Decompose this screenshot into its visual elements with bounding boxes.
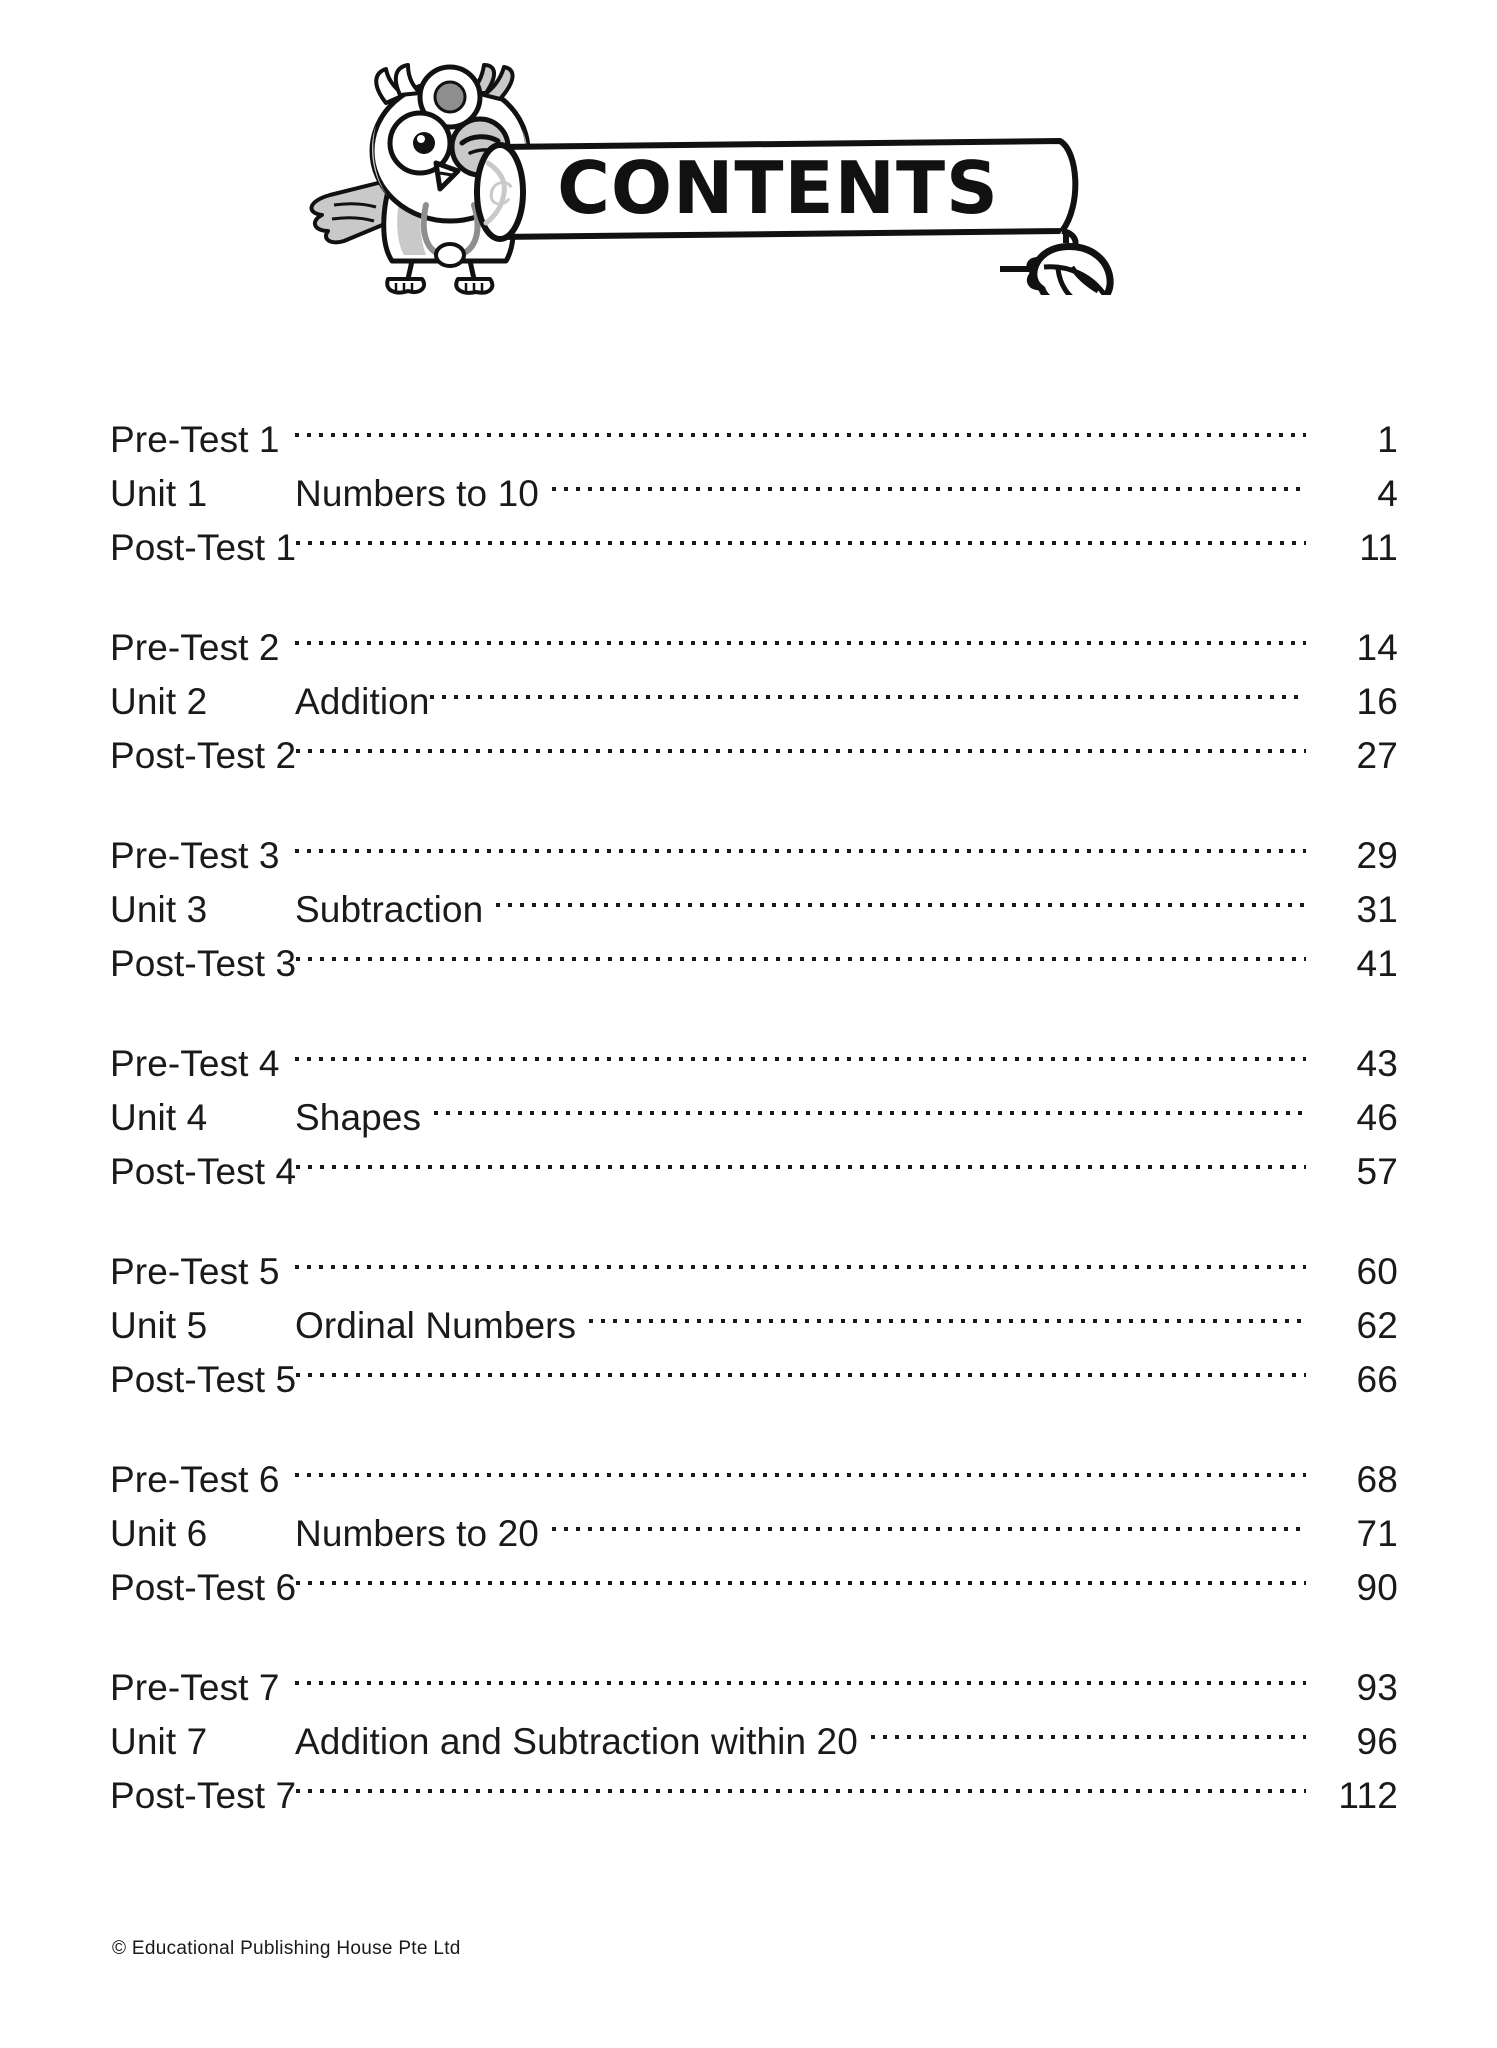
toc-row-label: Pre-Test 5 [110,1251,280,1292]
dot-leader [296,1338,1306,1392]
dot-leader [296,714,1306,768]
toc-row-title: Numbers to 20 [295,1513,539,1554]
toc-row-page: 66 [1356,1359,1398,1400]
toc-row-page: 11 [1359,527,1398,568]
toc-row-label: Unit 7 [110,1721,208,1762]
toc-row-page: 31 [1356,889,1398,930]
toc-row-label: Post-Test 4 [110,1151,297,1192]
toc-group [110,1646,1398,1816]
toc-row-label: Unit 5 [110,1305,208,1346]
toc-row-title: Shapes [295,1097,422,1138]
toc-row[interactable] [110,1284,1398,1346]
toc-row[interactable] [110,1492,1398,1554]
toc-row-page: 27 [1356,735,1398,776]
toc-row-page: 68 [1356,1459,1398,1500]
toc-row-label: Unit 2 [110,681,208,722]
toc-row-label: Post-Test 3 [110,943,297,984]
toc-row[interactable] [110,1700,1398,1762]
toc-row-label: Pre-Test 3 [110,835,280,876]
toc-row[interactable] [110,606,1398,668]
toc-row[interactable] [110,714,1398,776]
toc-row-title: Ordinal Numbers [295,1305,577,1346]
toc-row[interactable] [110,814,1398,876]
copyright-icon: © [112,1938,127,1959]
dot-leader [430,660,1306,714]
toc-row-label: Pre-Test 2 [110,627,280,668]
toc-row-page: 14 [1356,627,1398,668]
toc-row-label: Post-Test 2 [110,735,297,776]
toc-row-page: 29 [1356,835,1398,876]
dot-leader [296,1546,1306,1600]
toc-row-page: 57 [1356,1151,1398,1192]
toc-group [110,1438,1398,1608]
dot-leader [295,1646,1306,1700]
toc-row-label: Pre-Test 7 [110,1667,280,1708]
toc-row-label: Unit 4 [110,1097,208,1138]
toc-row[interactable] [110,1754,1398,1816]
toc-row-title: Addition and Subtraction within 20 [295,1721,858,1762]
toc-group [110,606,1398,776]
toc-row[interactable] [110,1438,1398,1500]
toc-row[interactable] [110,398,1398,460]
toc-group [110,1022,1398,1192]
dot-leader [434,1076,1306,1130]
toc-row-page: 96 [1356,1721,1398,1762]
toc-row-page: 46 [1356,1097,1398,1138]
toc-row-page: 16 [1356,681,1398,722]
dot-leader [295,1438,1306,1492]
toc-row-label: Pre-Test 1 [110,419,280,460]
toc-row-page: 71 [1356,1513,1398,1554]
toc-row[interactable] [110,1022,1398,1084]
copyright-text: Educational Publishing House Pte Ltd [131,1938,461,1959]
toc-row-label: Unit 6 [110,1513,208,1554]
copyright-footer [112,1938,461,1960]
toc-row-label: Unit 3 [110,889,208,930]
toc-row-label: Unit 1 [110,473,208,514]
toc-row-title: Addition [295,681,430,722]
dot-leader [295,1022,1306,1076]
toc-row[interactable] [110,506,1398,568]
toc-group [110,1230,1398,1400]
dot-leader [552,1492,1306,1546]
dot-leader [295,398,1306,452]
toc-row-label: Post-Test 7 [110,1775,297,1816]
dot-leader [295,606,1306,660]
dot-leader [296,1754,1306,1808]
table-of-contents [110,398,1398,1816]
dot-leader [589,1284,1306,1338]
toc-row-page: 41 [1356,943,1398,984]
scroll-monogram: C [487,175,513,213]
toc-row[interactable] [110,1646,1398,1708]
toc-row[interactable] [110,1130,1398,1192]
dot-leader [871,1700,1306,1754]
toc-row-label: Pre-Test 4 [110,1043,280,1084]
toc-row[interactable] [110,1338,1398,1400]
toc-row-page: 4 [1377,473,1398,514]
dot-leader [295,814,1306,868]
toc-row-page: 60 [1356,1251,1398,1292]
contents-header-art [300,55,1200,295]
dot-leader [296,506,1306,560]
toc-group [110,398,1398,568]
toc-row-title: Subtraction [295,889,484,930]
toc-row[interactable] [110,1076,1398,1138]
toc-row-page: 112 [1338,1775,1398,1816]
toc-row[interactable] [110,1546,1398,1608]
toc-row[interactable] [110,452,1398,514]
toc-row[interactable] [110,868,1398,930]
toc-row-label: Post-Test 6 [110,1567,297,1608]
toc-row[interactable] [110,922,1398,984]
dot-leader [296,1130,1306,1184]
dot-leader [296,922,1306,976]
toc-group [110,814,1398,984]
scroll-banner [477,141,1110,295]
toc-row-page: 62 [1356,1305,1398,1346]
toc-row-page: 43 [1356,1043,1398,1084]
dot-leader [295,1230,1306,1284]
toc-row-label: Post-Test 5 [110,1359,297,1400]
toc-row-label: Post-Test 1 [110,527,297,568]
toc-row-page: 1 [1377,419,1398,460]
banner-title: CONTENTS [557,146,999,230]
toc-row-page: 93 [1356,1667,1398,1708]
dot-leader [496,868,1306,922]
dot-leader [552,452,1306,506]
toc-row-label: Pre-Test 6 [110,1459,280,1500]
toc-row[interactable] [110,1230,1398,1292]
toc-row-title: Numbers to 10 [295,473,539,514]
toc-row-page: 90 [1356,1567,1398,1608]
toc-row[interactable] [110,660,1398,722]
